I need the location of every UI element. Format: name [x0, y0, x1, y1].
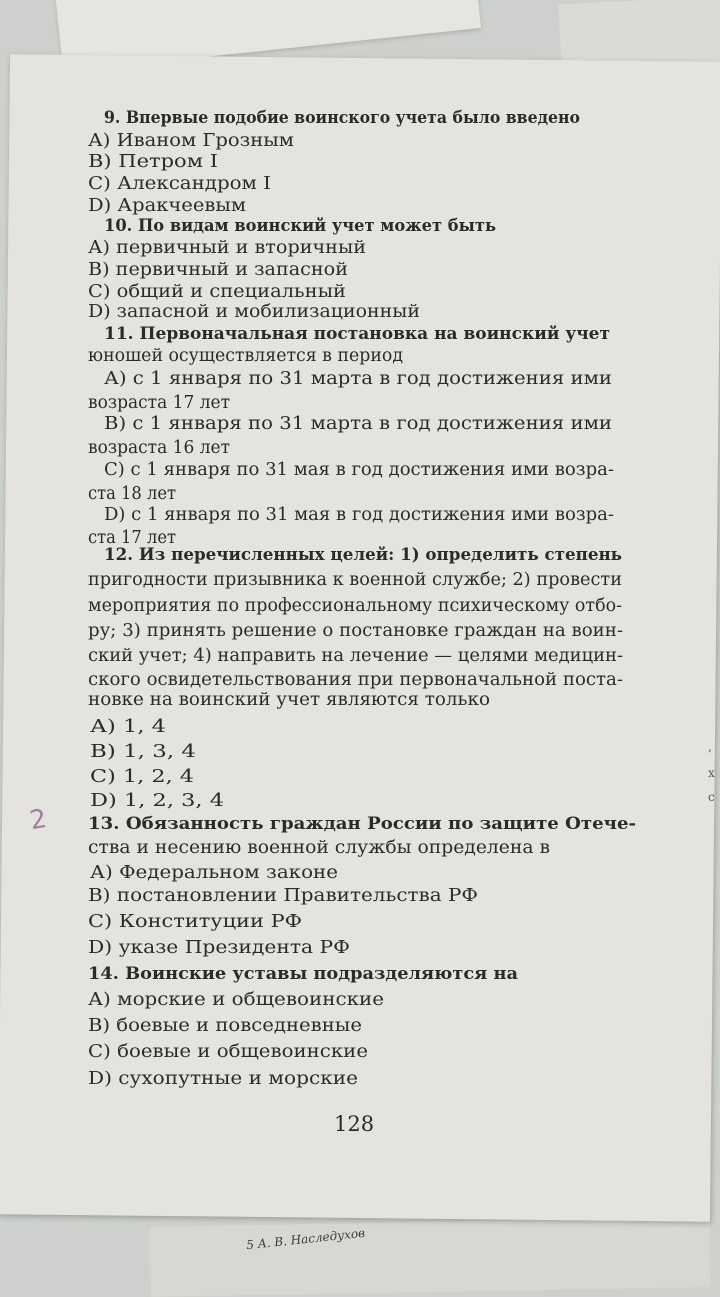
question-line: А) 1, 4	[90, 717, 166, 737]
question-line: В) боевые и повседневные	[88, 1016, 362, 1036]
question-line: возраста 16 лет	[88, 438, 230, 458]
bottom-imprint: 5 А. В. Наследухов	[245, 1225, 366, 1253]
right-edge-mark: ,	[708, 740, 712, 754]
question-text: 12. Из перечисленных целей: 1) определить степень	[104, 545, 622, 565]
question-line: юношей осуществляется в период	[88, 346, 403, 366]
question-line: С) 1, 2, 4	[90, 767, 194, 787]
question-line: В) с 1 января по 31 марта в год достижения ими	[104, 414, 612, 434]
question-line: D) с 1 января по 31 мая в год достижения ими возра-	[104, 505, 614, 525]
question-text: 10. По видам воинский учет может быть	[104, 216, 496, 236]
question-line: пригодности призывника к военной службе; 2) провести	[88, 570, 622, 590]
right-edge-mark: с	[708, 790, 715, 804]
question-line: D) указе Президента РФ	[88, 938, 350, 958]
question-line: мероприятия по профессиональному психическому отбо-	[88, 596, 622, 616]
question-line: А) с 1 января по 31 марта в год достижения ими	[104, 369, 612, 389]
question-line: ства и несению военной службы определена в	[88, 838, 550, 858]
handwritten-mark: 2	[27, 803, 50, 837]
question-line: D) Аракчеевым	[88, 196, 246, 216]
question-text: 13. Обязанность граждан России по защите Отече-	[88, 814, 636, 834]
question-line: новке на воинский учет являются только	[88, 690, 491, 710]
question-line: ста 18 лет	[88, 484, 176, 504]
question-line: С) боевые и общевоинские	[88, 1042, 368, 1062]
question-line: А) Федеральном законе	[90, 863, 338, 883]
question-line: ский учет; 4) направить на лечение — целями медицин-	[88, 646, 623, 666]
question-line: С) общий и специальный	[88, 282, 346, 302]
question-text: 11. Первоначальная постановка на воинский учет	[104, 324, 610, 344]
question-line: С) Конституции РФ	[88, 912, 302, 932]
question-line: С) Александром I	[88, 174, 271, 194]
question-line: D) 1, 2, 3, 4	[90, 791, 224, 811]
question-line: ста 17 лет	[88, 528, 176, 548]
question-text: 9. Впервые подобие воинского учета было введено	[104, 108, 580, 128]
question-line: А) Иваном Грозным	[88, 131, 294, 151]
question-line: А) первичный и вторичный	[88, 238, 366, 258]
question-line: В) 1, 3, 4	[90, 742, 196, 762]
right-edge-mark: х	[708, 766, 715, 780]
question-line: В) первичный и запасной	[88, 260, 348, 280]
question-line: В) постановлении Правительства РФ	[88, 886, 478, 906]
background-sheet-bottom	[149, 1217, 710, 1297]
question-line: В) Петром I	[88, 152, 218, 172]
question-line: D) запасной и мобилизационный	[88, 302, 421, 322]
question-line: ского освидетельствования при первоначальной поста-	[88, 670, 623, 690]
page-number: 128	[334, 1112, 375, 1136]
question-line: возраста 17 лет	[88, 393, 230, 413]
question-line: А) морские и общевоинские	[88, 990, 384, 1010]
question-line: С) с 1 января по 31 мая в год достижения ими возра-	[104, 460, 614, 480]
question-line: D) сухопутные и морские	[88, 1069, 358, 1089]
question-line: ру; 3) принять решение о постановке граждан на воин-	[88, 621, 623, 641]
question-text: 14. Воинские уставы подразделяются на	[88, 964, 518, 984]
